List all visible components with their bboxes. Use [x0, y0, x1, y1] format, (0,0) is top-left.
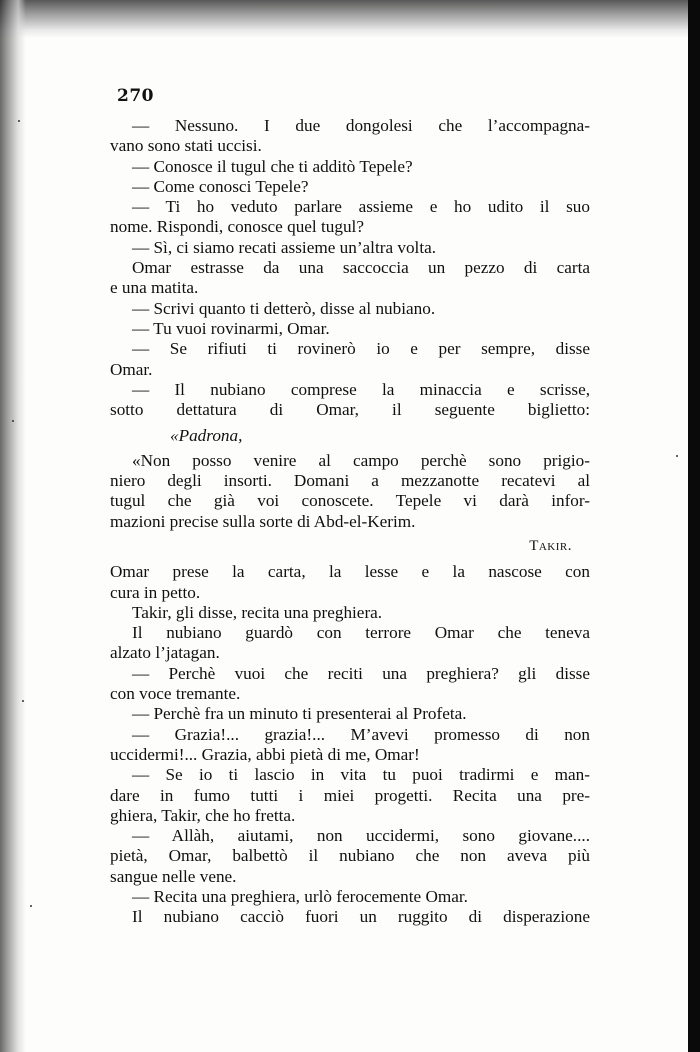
text-line: — Come conosci Tepele? [132, 176, 309, 196]
text-line: cura in petto. [110, 582, 201, 602]
text-line: — Ti ho veduto parlare assieme e ho udito il suo [132, 197, 590, 217]
text-line: e una matita. [110, 278, 199, 298]
text-line: tugul che già voi conoscete. Tepele vi darà infor- [110, 491, 590, 511]
text-line: — Scrivi quanto ti detterò, disse al nubiano. [132, 298, 436, 318]
text-line: sangue nelle vene. [110, 866, 237, 886]
scan-edge-right [688, 0, 700, 1052]
body-text [110, 116, 590, 928]
text-line: Omar estrasse da una saccoccia un pezzo di carta [132, 258, 590, 278]
text-line: pietà, Omar, balbettò il nubiano che non aveva più [110, 846, 590, 866]
text-line: — Conosce il tugul che ti additò Tepele? [132, 156, 413, 176]
text-line: nome. Rispondi, conosce quel tugul? [110, 217, 364, 237]
text-line: — Perchè fra un minuto ti presenterai al Profeta. [132, 704, 467, 724]
text-line: uccidermi!... Grazia, abbi pietà di me, Omar! [110, 744, 420, 764]
text-line: niero degli insorti. Domani a mezzanotte recatevi al [110, 471, 590, 491]
scan-speckle [18, 120, 20, 122]
text-line: — Perchè vuoi che reciti una preghiera? gli disse [132, 663, 590, 683]
text-line: con voce tremante. [110, 684, 241, 704]
text-line: — Grazia!... grazia!... M’avevi promesso di non [132, 724, 590, 744]
text-line: — Il nubiano comprese la minaccia e scrisse, [132, 379, 590, 399]
text-line: — Sì, ci siamo recati assieme un’altra volta. [132, 237, 437, 257]
scan-speckle [22, 700, 24, 702]
text-line: — Tu vuoi rovinarmi, Omar. [132, 318, 330, 338]
scan-edge-top [0, 0, 700, 38]
text-line: Takir, gli disse, recita una preghiera. [132, 602, 383, 622]
text-line: dare in fumo tutti i miei progetti. Recita una pre- [110, 785, 590, 805]
text-line: — Allàh, aiutami, non uccidermi, sono giovane.... [132, 826, 590, 846]
text-line: ghiera, Takir, che ho fretta. [110, 805, 296, 825]
text-line: «Non posso venire al campo perchè sono prigio- [132, 450, 590, 470]
text-line: vano sono stati uccisi. [110, 136, 262, 156]
scan-edge-left [0, 0, 26, 1052]
text-line: alzato l’jatagan. [110, 643, 220, 663]
text-line: Omar prese la carta, la lesse e la nascose con [110, 562, 590, 582]
text-line: — Nessuno. I due dongolesi che l’accompagna- [132, 116, 590, 135]
text-line: Il nubiano cacciò fuori un ruggito di disperazione [132, 907, 590, 927]
text-line: «Padrona, [170, 426, 243, 446]
scan-speckle [676, 455, 678, 457]
text-line: Omar. [110, 359, 153, 379]
text-line: — Se io ti lascio in vita tu puoi tradirmi e man- [132, 765, 590, 785]
scan-speckle [12, 420, 14, 422]
page-number: 270 [117, 86, 154, 106]
text-line: mazioni precise sulla sorte di Abd-el-Kerim. [110, 511, 416, 531]
scan-speckle [30, 905, 32, 907]
text-line: Takir. [529, 537, 572, 554]
text-line: Il nubiano guardò con terrore Omar che teneva [132, 623, 590, 643]
text-line: — Recita una preghiera, urlò ferocemente Omar. [132, 886, 468, 906]
text-line: — Se rifiuti ti rovinerò io e per sempre, disse [132, 339, 590, 359]
text-line: sotto dettatura di Omar, il seguente biglietto: [110, 400, 590, 420]
